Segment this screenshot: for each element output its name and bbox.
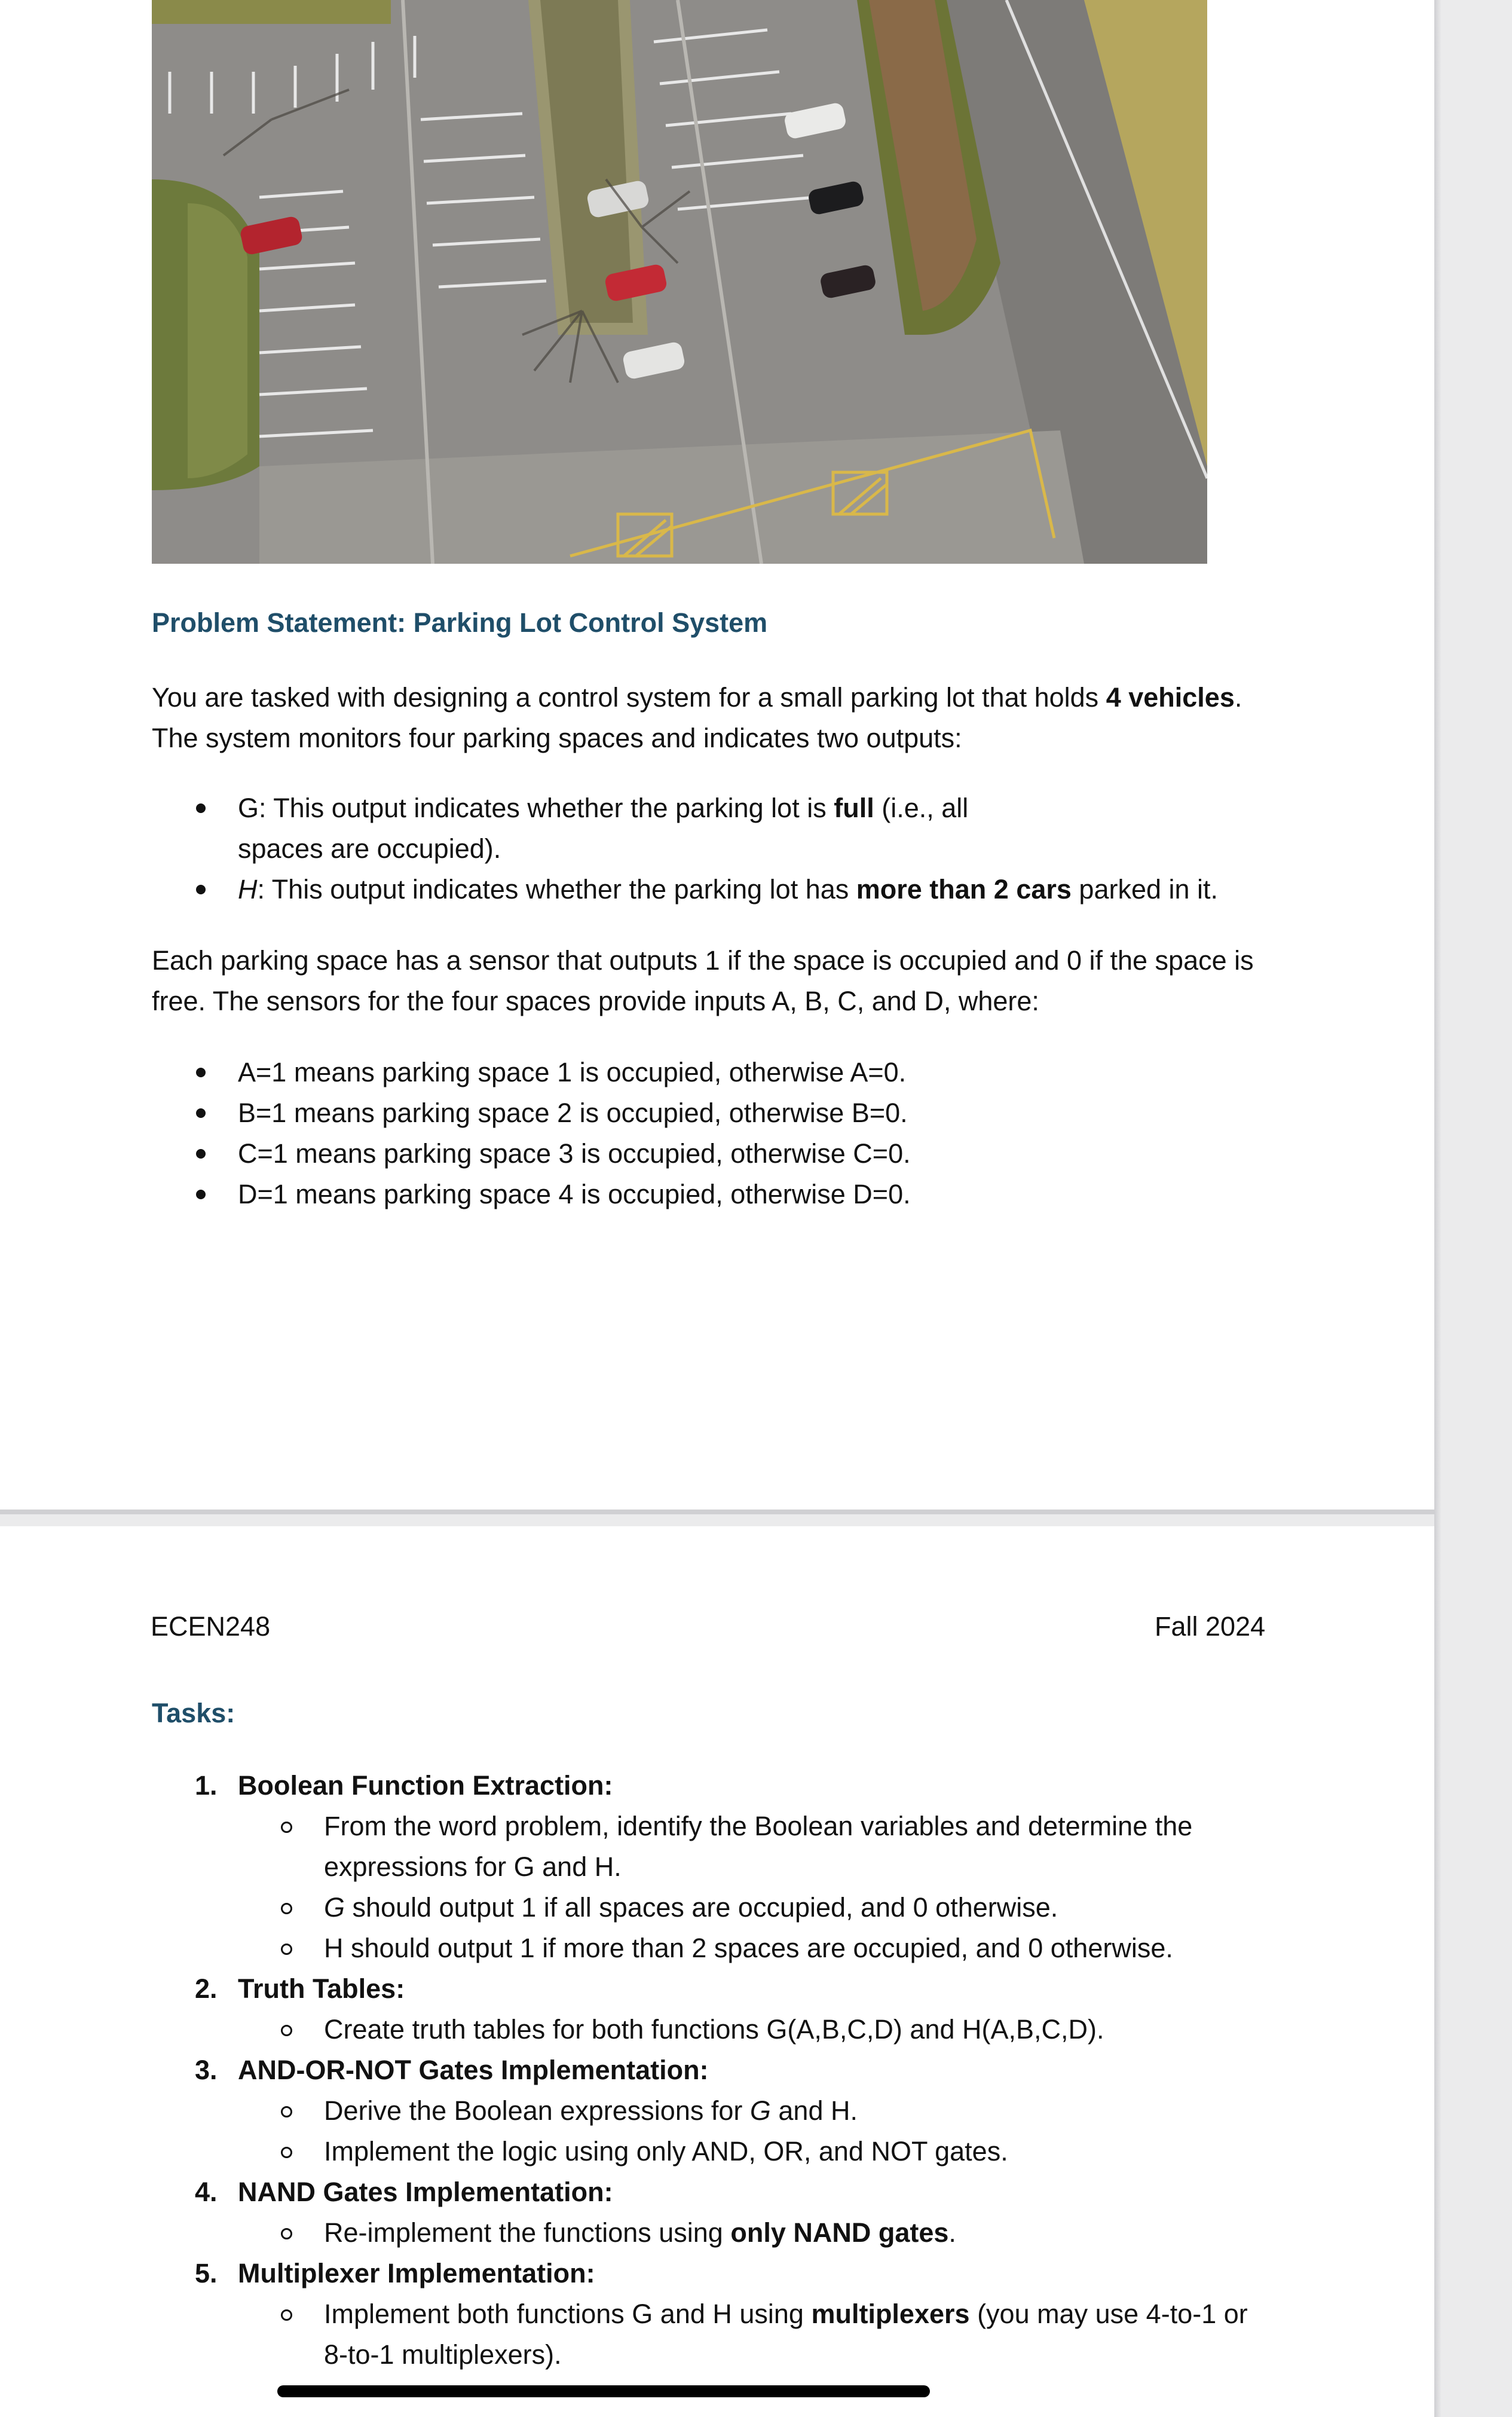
home-indicator-bar[interactable] [277,2385,930,2397]
task-subitem: Implement both functions G and H using multiplexers (you may use 4-to-1 or 8-to-1 multiplexers). [238,2294,1275,2375]
task-title: Boolean Function Extraction: [238,1770,613,1801]
term-label: Fall 2024 [1155,1611,1266,1642]
problem-heading: Problem Statement: Parking Lot Control System [152,607,768,638]
input-item: D=1 means parking space 4 is occupied, otherwise D=0. [152,1174,911,1215]
outputs-list [152,788,1275,910]
task-title: Truth Tables: [238,1973,405,2004]
task-item: 5. Multiplexer Implementation: Implement both functions G and H using multiplexers (you may use 4-to-1 or 8-to-1 multiplexers). [152,2253,1275,2375]
input-item: A=1 means parking space 1 is occupied, otherwise A=0. [152,1052,911,1093]
task-subitem: Create truth tables for both functions G(A,B,C,D) and H(A,B,C,D). [238,2009,1275,2050]
task-item: 3. AND-OR-NOT Gates Implementation: Derive the Boolean expressions for G and H. Implement the logic using only AND, OR, and NOT gates. [152,2050,1275,2172]
tasks-heading: Tasks: [152,1698,235,1728]
task-subitem: Re-implement the functions using only NAND gates. [238,2213,1275,2253]
page-edge-shadow [1434,0,1441,2417]
output-h-item: H: This output indicates whether the parking lot has more than 2 cars parked in it. [152,869,1275,910]
course-code: ECEN248 [151,1611,271,1642]
task-subitem: G should output 1 if all spaces are occupied, and 0 otherwise. [238,1887,1275,1928]
task-title: AND-OR-NOT Gates Implementation: [238,2055,709,2085]
task-item: 1. Boolean Function Extraction: From the word problem, identify the Boolean variables and determine the expressions for G and H. G should output 1 if all spaces are occupied, and 0 otherwise. H should output 1 if more than 2 spaces are occupied, and 0 otherwise. [152,1765,1275,1969]
page-divider [0,1510,1434,1514]
task-subitem: H should output 1 if more than 2 spaces are occupied, and 0 otherwise. [238,1928,1275,1969]
task-item: 4. NAND Gates Implementation: Re-implement the functions using only NAND gates. [152,2172,1275,2253]
parking-lot-aerial-photo [152,0,1207,564]
task-subitem: From the word problem, identify the Boolean variables and determine the expressions for G and H. [238,1806,1275,1887]
problem-intro-paragraph: You are tasked with designing a control system for a small parking lot that holds 4 vehicles. The system monitors four parking spaces and indicates two outputs: [152,682,1242,753]
task-title: NAND Gates Implementation: [238,2177,613,2207]
capacity-emphasis: 4 vehicles [1106,682,1235,713]
input-item: C=1 means parking space 3 is occupied, otherwise C=0. [152,1133,911,1174]
tasks-list [152,1765,1275,2375]
input-item: B=1 means parking space 2 is occupied, otherwise B=0. [152,1093,911,1133]
output-g-item: G: This output indicates whether the parking lot is full (i.e., all spaces are occupied). [152,788,1275,869]
task-title: Multiplexer Implementation: [238,2258,595,2288]
task-subitem: Implement the logic using only AND, OR, and NOT gates. [238,2131,1275,2172]
task-item: 2. Truth Tables: Create truth tables for both functions G(A,B,C,D) and H(A,B,C,D). [152,1969,1275,2050]
sensor-paragraph: Each parking space has a sensor that outputs 1 if the space is occupied and 0 if the space is free. The sensors for the four spaces provide inputs A, B, C, and D, where: [152,945,1254,1016]
task-subitem: Derive the Boolean expressions for G and H. [238,2091,1275,2131]
inputs-list [152,1052,911,1215]
